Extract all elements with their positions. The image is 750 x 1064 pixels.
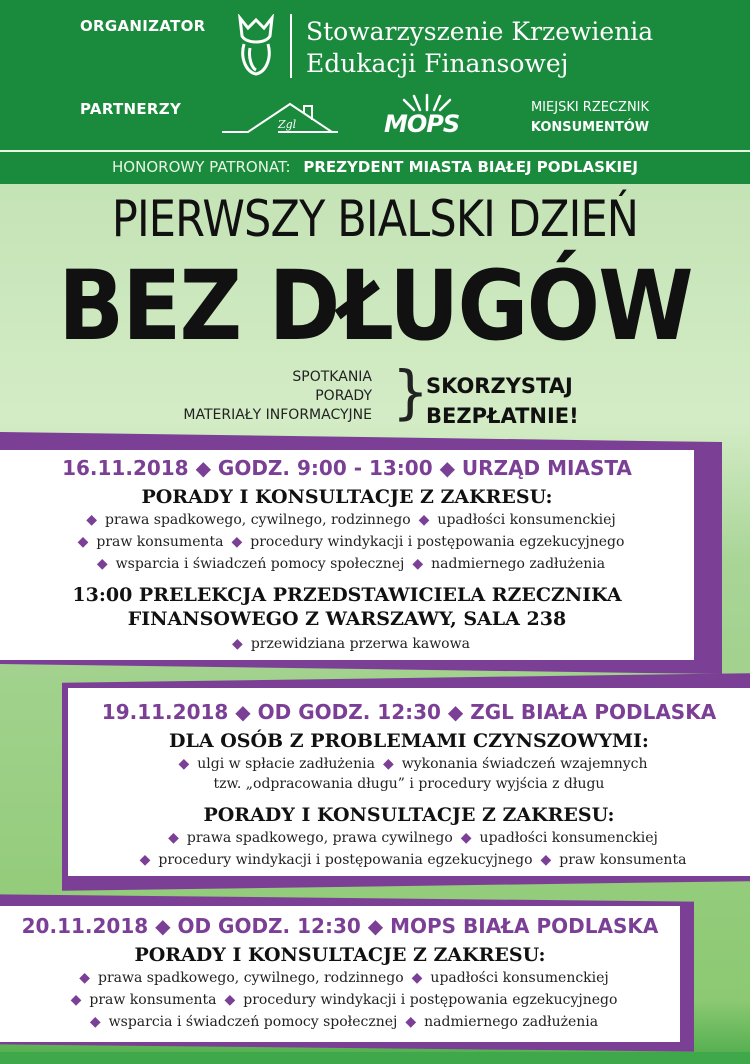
event3-date: 20.11.2018 ◆ OD GODZ. 12:30 ◆ MOPS BIAŁA PODLASKA [21, 914, 659, 938]
diamond-bullet-icon: ◆ [96, 556, 108, 572]
diamond-bullet-icon: ◆ [540, 852, 552, 868]
partners-label: PARTNERZY [80, 100, 182, 118]
event2-card [68, 688, 750, 876]
diamond-bullet-icon: ◆ [139, 852, 151, 868]
event3-card [0, 906, 680, 1042]
diamond-bullet-icon: ◆ [89, 1014, 101, 1030]
row-text: procedury windykacji i postępowania egzekucyjnego [158, 852, 533, 868]
row-text: upadłości konsumenckiej [479, 830, 658, 846]
row-text: upadłości konsumenckiej [430, 970, 609, 986]
service-item: SPOTKANIA [292, 369, 372, 385]
event3-row [0, 1014, 680, 1030]
header [0, 0, 750, 150]
row-text: przewidziana przerwa kawowa [250, 636, 470, 652]
diamond-bullet-icon: ◆ [77, 534, 89, 550]
diamond-bullet-icon: ◆ [411, 970, 423, 986]
patronage-value: PREZYDENT MIASTA BIAŁEJ PODLASKIEJ [303, 158, 638, 176]
row-text: ulgi w spłacie zadłużenia [197, 756, 375, 772]
rzecznik-line2: KONSUMENTÓW [530, 120, 650, 135]
footer-band [0, 1052, 750, 1064]
event2-date: 19.11.2018 ◆ OD GODZ. 12:30 ◆ ZGL BIAŁA PODLASKA [101, 700, 717, 724]
event2-section2-title: PORADY I KONSULTACJE Z ZAKRESU: [203, 804, 615, 826]
diamond-bullet-icon: ◆ [412, 556, 424, 572]
services-list [183, 368, 372, 425]
diamond-bullet-icon: ◆ [70, 992, 82, 1008]
diamond-bullet-icon: ◆ [232, 636, 243, 652]
patronage-bar [0, 150, 750, 184]
row-text: praw konsumenta [89, 992, 217, 1008]
event1-row [0, 512, 694, 528]
event1-card [0, 450, 694, 660]
event2-row [68, 830, 750, 846]
service-item: MATERIAŁY INFORMACYJNE [183, 407, 372, 423]
diamond-bullet-icon: ◆ [224, 992, 236, 1008]
row-text: praw konsumenta [559, 852, 687, 868]
row-text: nadmiernego zadłużenia [424, 1014, 599, 1030]
row-text: wykonania świadczeń wzajemnych [401, 756, 648, 772]
title-line2: BEZ DŁUGÓW [58, 250, 692, 362]
diamond-bullet-icon: ◆ [168, 830, 179, 846]
row-text: wsparcia i świadczeń pomocy społecznej [115, 556, 405, 572]
row-text: prawa spadkowego, prawa cywilnego [186, 830, 453, 846]
diamond-bullet-icon: ◆ [79, 970, 90, 986]
row-text: praw konsumenta [96, 534, 224, 550]
row-text: procedury windykacji i postępowania egzekucyjnego [243, 992, 618, 1008]
event2-row [68, 852, 750, 868]
logo-divider [290, 14, 292, 78]
event2-section-title: DLA OSÓB Z PROBLEMAMI CZYNSZOWYMI: [169, 730, 649, 752]
diamond-bullet-icon: ◆ [178, 756, 190, 772]
event1-row [0, 556, 694, 572]
diamond-bullet-icon: ◆ [231, 534, 243, 550]
row-text: procedury windykacji i postępowania egzekucyjnego [250, 534, 625, 550]
diamond-bullet-icon: ◆ [460, 830, 472, 846]
diamond-bullet-icon: ◆ [418, 512, 430, 528]
row-text: upadłości konsumenckiej [437, 512, 616, 528]
diamond-bullet-icon: ◆ [86, 512, 97, 528]
cta [426, 371, 579, 431]
organizer-name-line1: Stowarzyszenie Krzewienia [306, 17, 654, 46]
event1-lecture-line1: 13:00 PRELEKCJA PRZEDSTAWICIELA RZECZNIKA [72, 584, 622, 606]
diamond-bullet-icon: ◆ [405, 1014, 417, 1030]
service-item: PORADY [315, 388, 372, 404]
row-text: nadmiernego zadłużenia [431, 556, 606, 572]
patronage-label: HONOROWY PATRONAT: [112, 158, 291, 176]
organizer-label: ORGANIZATOR [80, 17, 206, 35]
mops-sun-logo-icon [400, 92, 454, 112]
event3-row [0, 970, 680, 986]
row-text: prawa spadkowego, cywilnego, rodzinnego [105, 512, 411, 528]
row-text: prawa spadkowego, cywilnego, rodzinnego [98, 970, 404, 986]
cta-line1: SKORZYSTAJ [426, 374, 573, 398]
event1-row [0, 534, 694, 550]
partner-rzecznik [512, 98, 668, 138]
mops-logo-text: MOPS [384, 110, 460, 138]
sekf-logo-icon [236, 14, 276, 78]
event1-section-title: PORADY I KONSULTACJE Z ZAKRESU: [141, 486, 553, 508]
brace-icon: } [392, 358, 429, 426]
event1-date: 16.11.2018 ◆ GODZ. 9:00 - 13:00 ◆ URZĄD MIASTA [62, 456, 632, 480]
zgl-logo-text: Zgl [278, 118, 297, 131]
row-text: wsparcia i świadczeń pomocy społecznej [108, 1014, 398, 1030]
event1-lecture-line2: FINANSOWEGO Z WARSZAWY, SALA 238 [127, 608, 567, 630]
event2-row [68, 756, 750, 772]
rzecznik-line1: MIEJSKI RZECZNIK [530, 100, 650, 115]
cta-line2: BEZPŁATNIE! [426, 404, 579, 428]
title-line1: PIERWSZY BIALSKI DZIEŃ [111, 190, 639, 248]
event3-section-title: PORADY I KONSULTACJE Z ZAKRESU: [134, 944, 546, 966]
event1-note [0, 636, 694, 652]
event3-row [0, 992, 680, 1008]
diamond-bullet-icon: ◆ [382, 756, 394, 772]
event2-row-cont: tzw. „odpracowania długu” i procedury wyjścia z długu [213, 776, 605, 792]
organizer-name-line2: Edukacji Finansowej [306, 49, 569, 78]
